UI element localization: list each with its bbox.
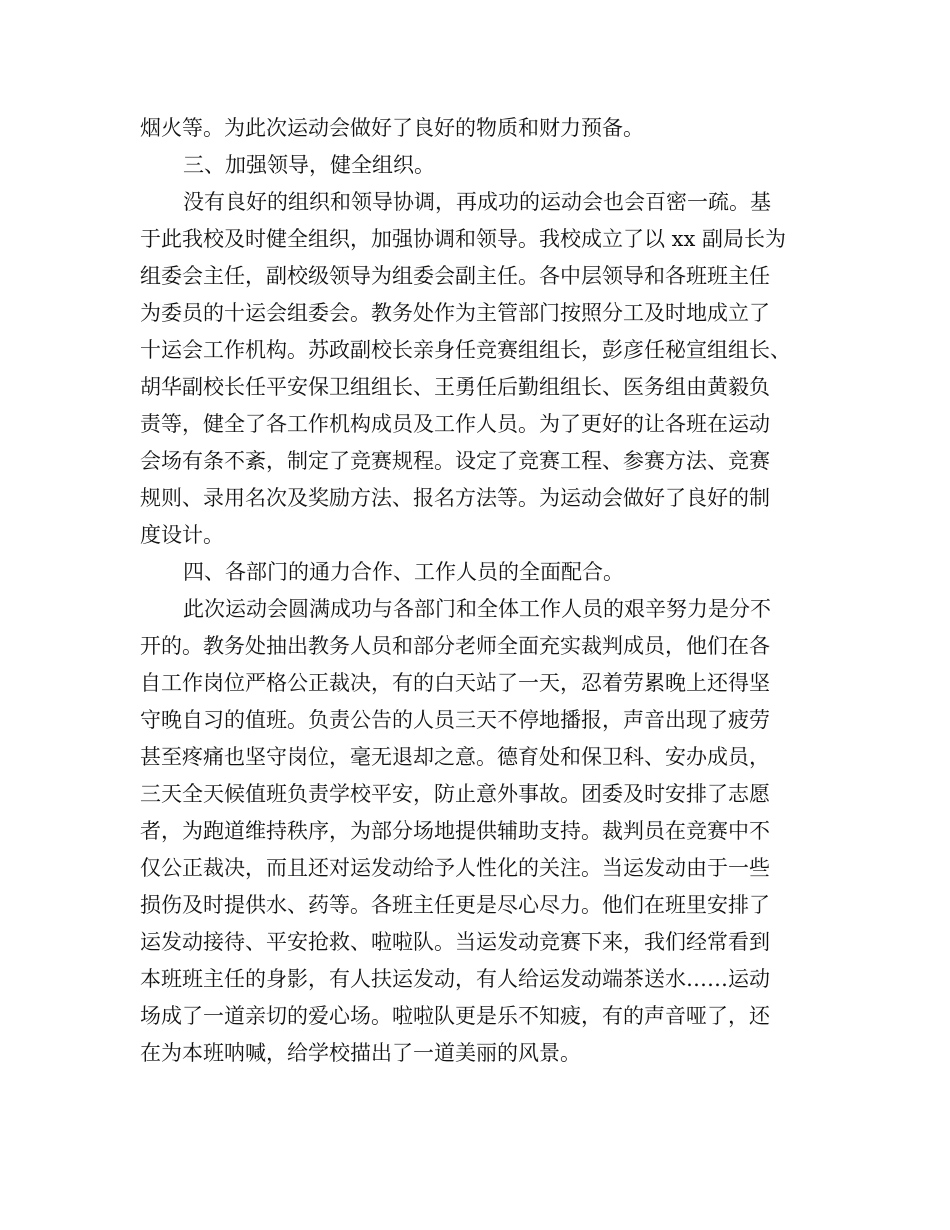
text-line: 十运会工作机构。苏政副校长亲身任竞赛组组长，彭彦任秘宣组组长、 — [140, 338, 791, 362]
text-line: 此次运动会圆满成功与各部门和全体工作人员的艰辛努力是分不 — [183, 597, 771, 621]
section-heading-3: 三、加强领导，健全组织。 — [183, 153, 435, 177]
text-line: 于此我校及时健全组织，加强协调和领导。我校成立了以 xx 副局长为 — [140, 227, 787, 251]
text-line: 组委会主任，副校级领导为组委会副主任。各中层领导和各班班主任 — [140, 264, 770, 288]
text-line: 规则、录用名次及奖励方法、报名方法等。为运动会做好了良好的制 — [140, 486, 770, 510]
text-line: 开的。教务处抽出教务人员和部分老师全面充实裁判成员，他们在各 — [140, 634, 770, 658]
text-line: 自工作岗位严格公正裁决，有的白天站了一天，忍着劳累晚上还得坚 — [140, 671, 770, 695]
text-line: 没有良好的组织和领导协调，再成功的运动会也会百密一疏。基 — [183, 190, 771, 214]
text-line: 三天全天候值班负责学校平安，防止意外事故。团委及时安排了志愿 — [140, 782, 770, 806]
document-body — [140, 110, 840, 1072]
text-line: 为委员的十运会组委会。教务处作为主管部门按照分工及时地成立了 — [140, 301, 770, 325]
text-line: 损伤及时提供水、药等。各班主任更是尽心尽力。他们在班里安排了 — [140, 893, 770, 917]
text-line: 会场有条不紊，制定了竞赛规程。设定了竞赛工程、参赛方法、竞赛 — [140, 449, 770, 473]
text-line: 本班班主任的身影，有人扶运发动，有人给运发动端茶送水……运动 — [140, 967, 770, 991]
text-line: 责等，健全了各工作机构成员及工作人员。为了更好的让各班在运动 — [140, 412, 770, 436]
text-line: 甚至疼痛也坚守岗位，毫无退却之意。德育处和保卫科、安办成员， — [140, 745, 770, 769]
text-line: 烟火等。为此次运动会做好了良好的物质和财力预备。 — [140, 116, 644, 140]
text-line: 度设计。 — [140, 523, 224, 547]
text-line: 场成了一道亲切的爱心场。啦啦队更是乐不知疲，有的声音哑了，还 — [140, 1004, 770, 1028]
text-line: 运发动接待、平安抢救、啦啦队。当运发动竞赛下来，我们经常看到 — [140, 930, 770, 954]
section-heading-4: 四、各部门的通力合作、工作人员的全面配合。 — [183, 560, 624, 584]
text-line: 仅公正裁决，而且还对运发动给予人性化的关注。当运发动由于一些 — [140, 856, 770, 880]
text-line: 在为本班呐喊，给学校描出了一道美丽的风景。 — [140, 1041, 581, 1065]
text-line: 胡华副校长任平安保卫组组长、王勇任后勤组组长、医务组由黄毅负 — [140, 375, 770, 399]
text-line: 守晚自习的值班。负责公告的人员三天不停地播报，声音出现了疲劳 — [140, 708, 770, 732]
text-line: 者，为跑道维持秩序，为部分场地提供辅助支持。裁判员在竞赛中不 — [140, 819, 770, 843]
